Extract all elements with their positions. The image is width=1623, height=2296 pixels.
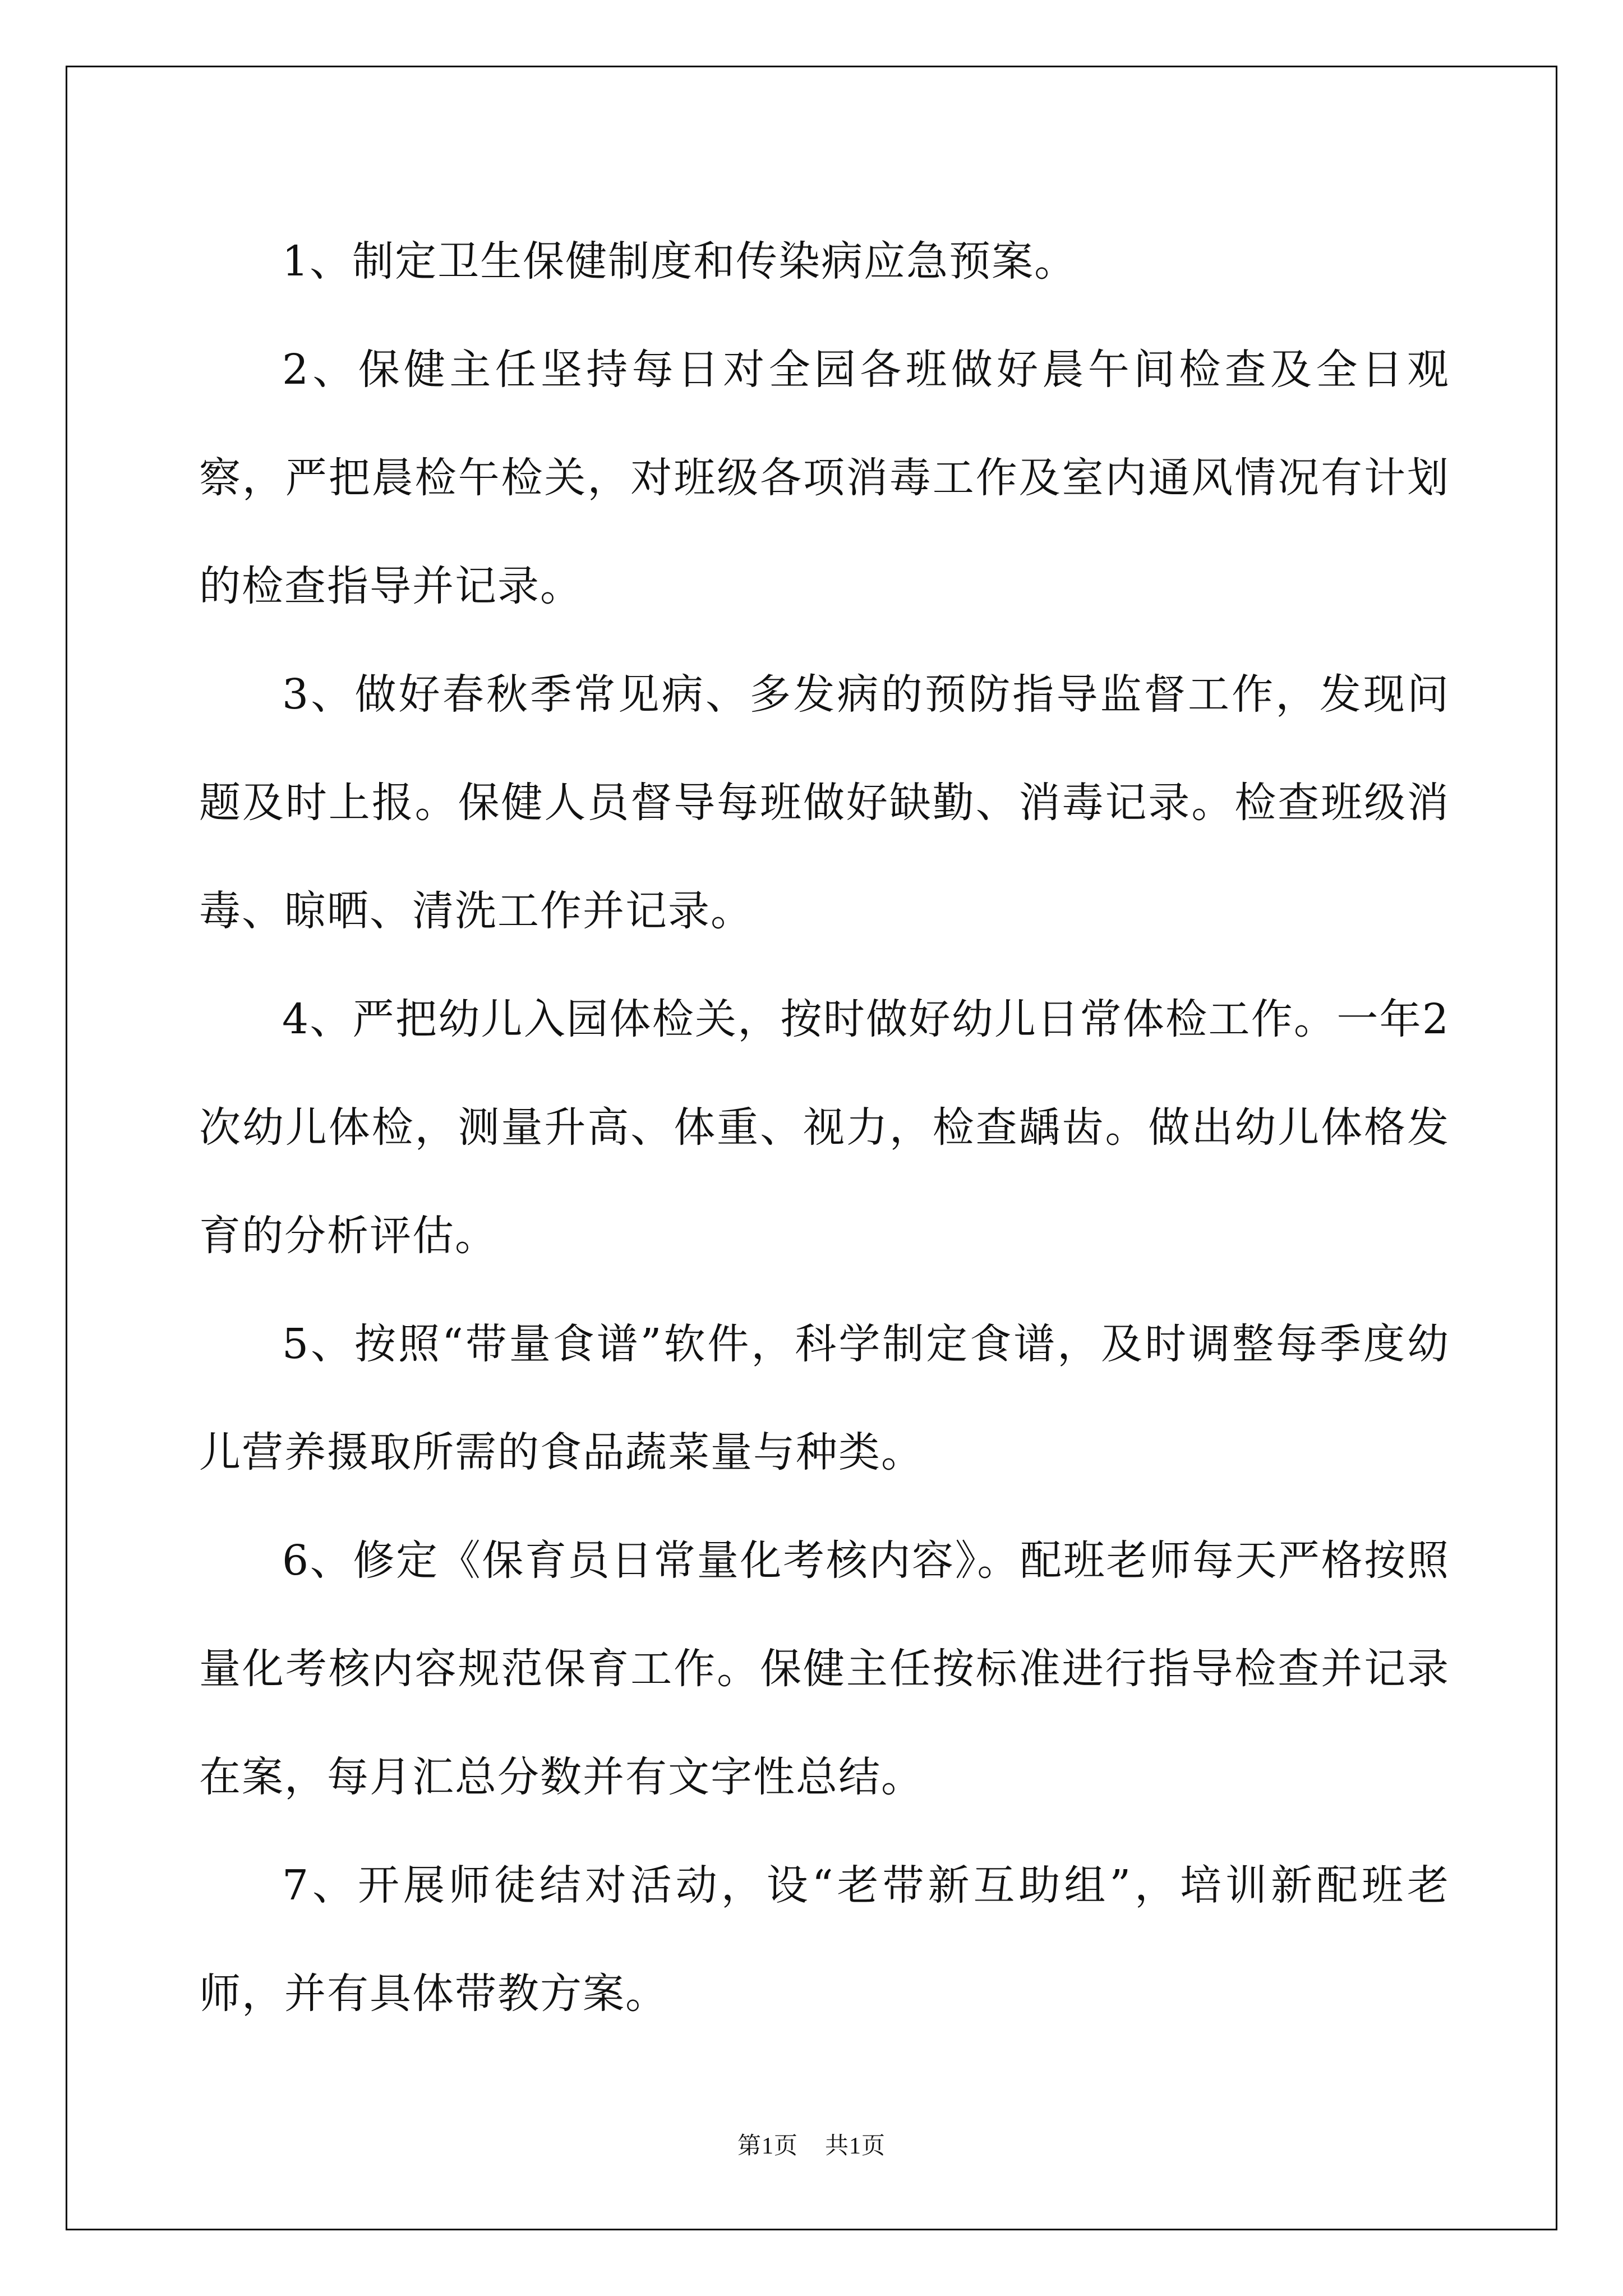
- page-number: 第1页: [737, 2133, 798, 2159]
- paragraph-2: 2、保健主任坚持每日对全园各班做好晨午间检查及全日观察，严把晨检午检关，对班级各项消毒工作及室内通风情况有计划的检查指导并记录。: [199, 346, 1450, 610]
- paragraph-6: 6、修定《保育员日常量化考核内容》。配班老师每天严格按照量化考核内容规范保育工作。保健主任按标准进行指导检查并记录在案，每月汇总分数并有文字性总结。: [199, 1536, 1450, 1801]
- paragraph-3: 3、做好春秋季常见病、多发病的预防指导监督工作，发现问题及时上报。保健人员督导每班做好缺勤、消毒记录。检查班级消毒、晾晒、清洗工作并记录。: [199, 670, 1450, 935]
- paragraph-7: 7、开展师徒结对活动，设“老带新互助组”，培训新配班老师，并有具体带教方案。: [199, 1861, 1450, 2018]
- paragraph-5: 5、按照“带量食谱”软件，科学制定食谱，及时调整每季度幼儿营养摄取所需的食品蔬菜量与种类。: [199, 1320, 1450, 1476]
- paragraph-1: 1、制定卫生保健制度和传染病应急预案。: [282, 237, 1077, 286]
- page-total: 共1页: [825, 2133, 886, 2159]
- page-footer: [0, 2127, 1623, 2161]
- document-body: [199, 208, 1450, 2048]
- paragraph-4: 4、严把幼儿入园体检关，按时做好幼儿日常体检工作。一年2次幼儿体检，测量升高、体重、视力，检查龋齿。做出幼儿体格发育的分析评估。: [199, 995, 1450, 1260]
